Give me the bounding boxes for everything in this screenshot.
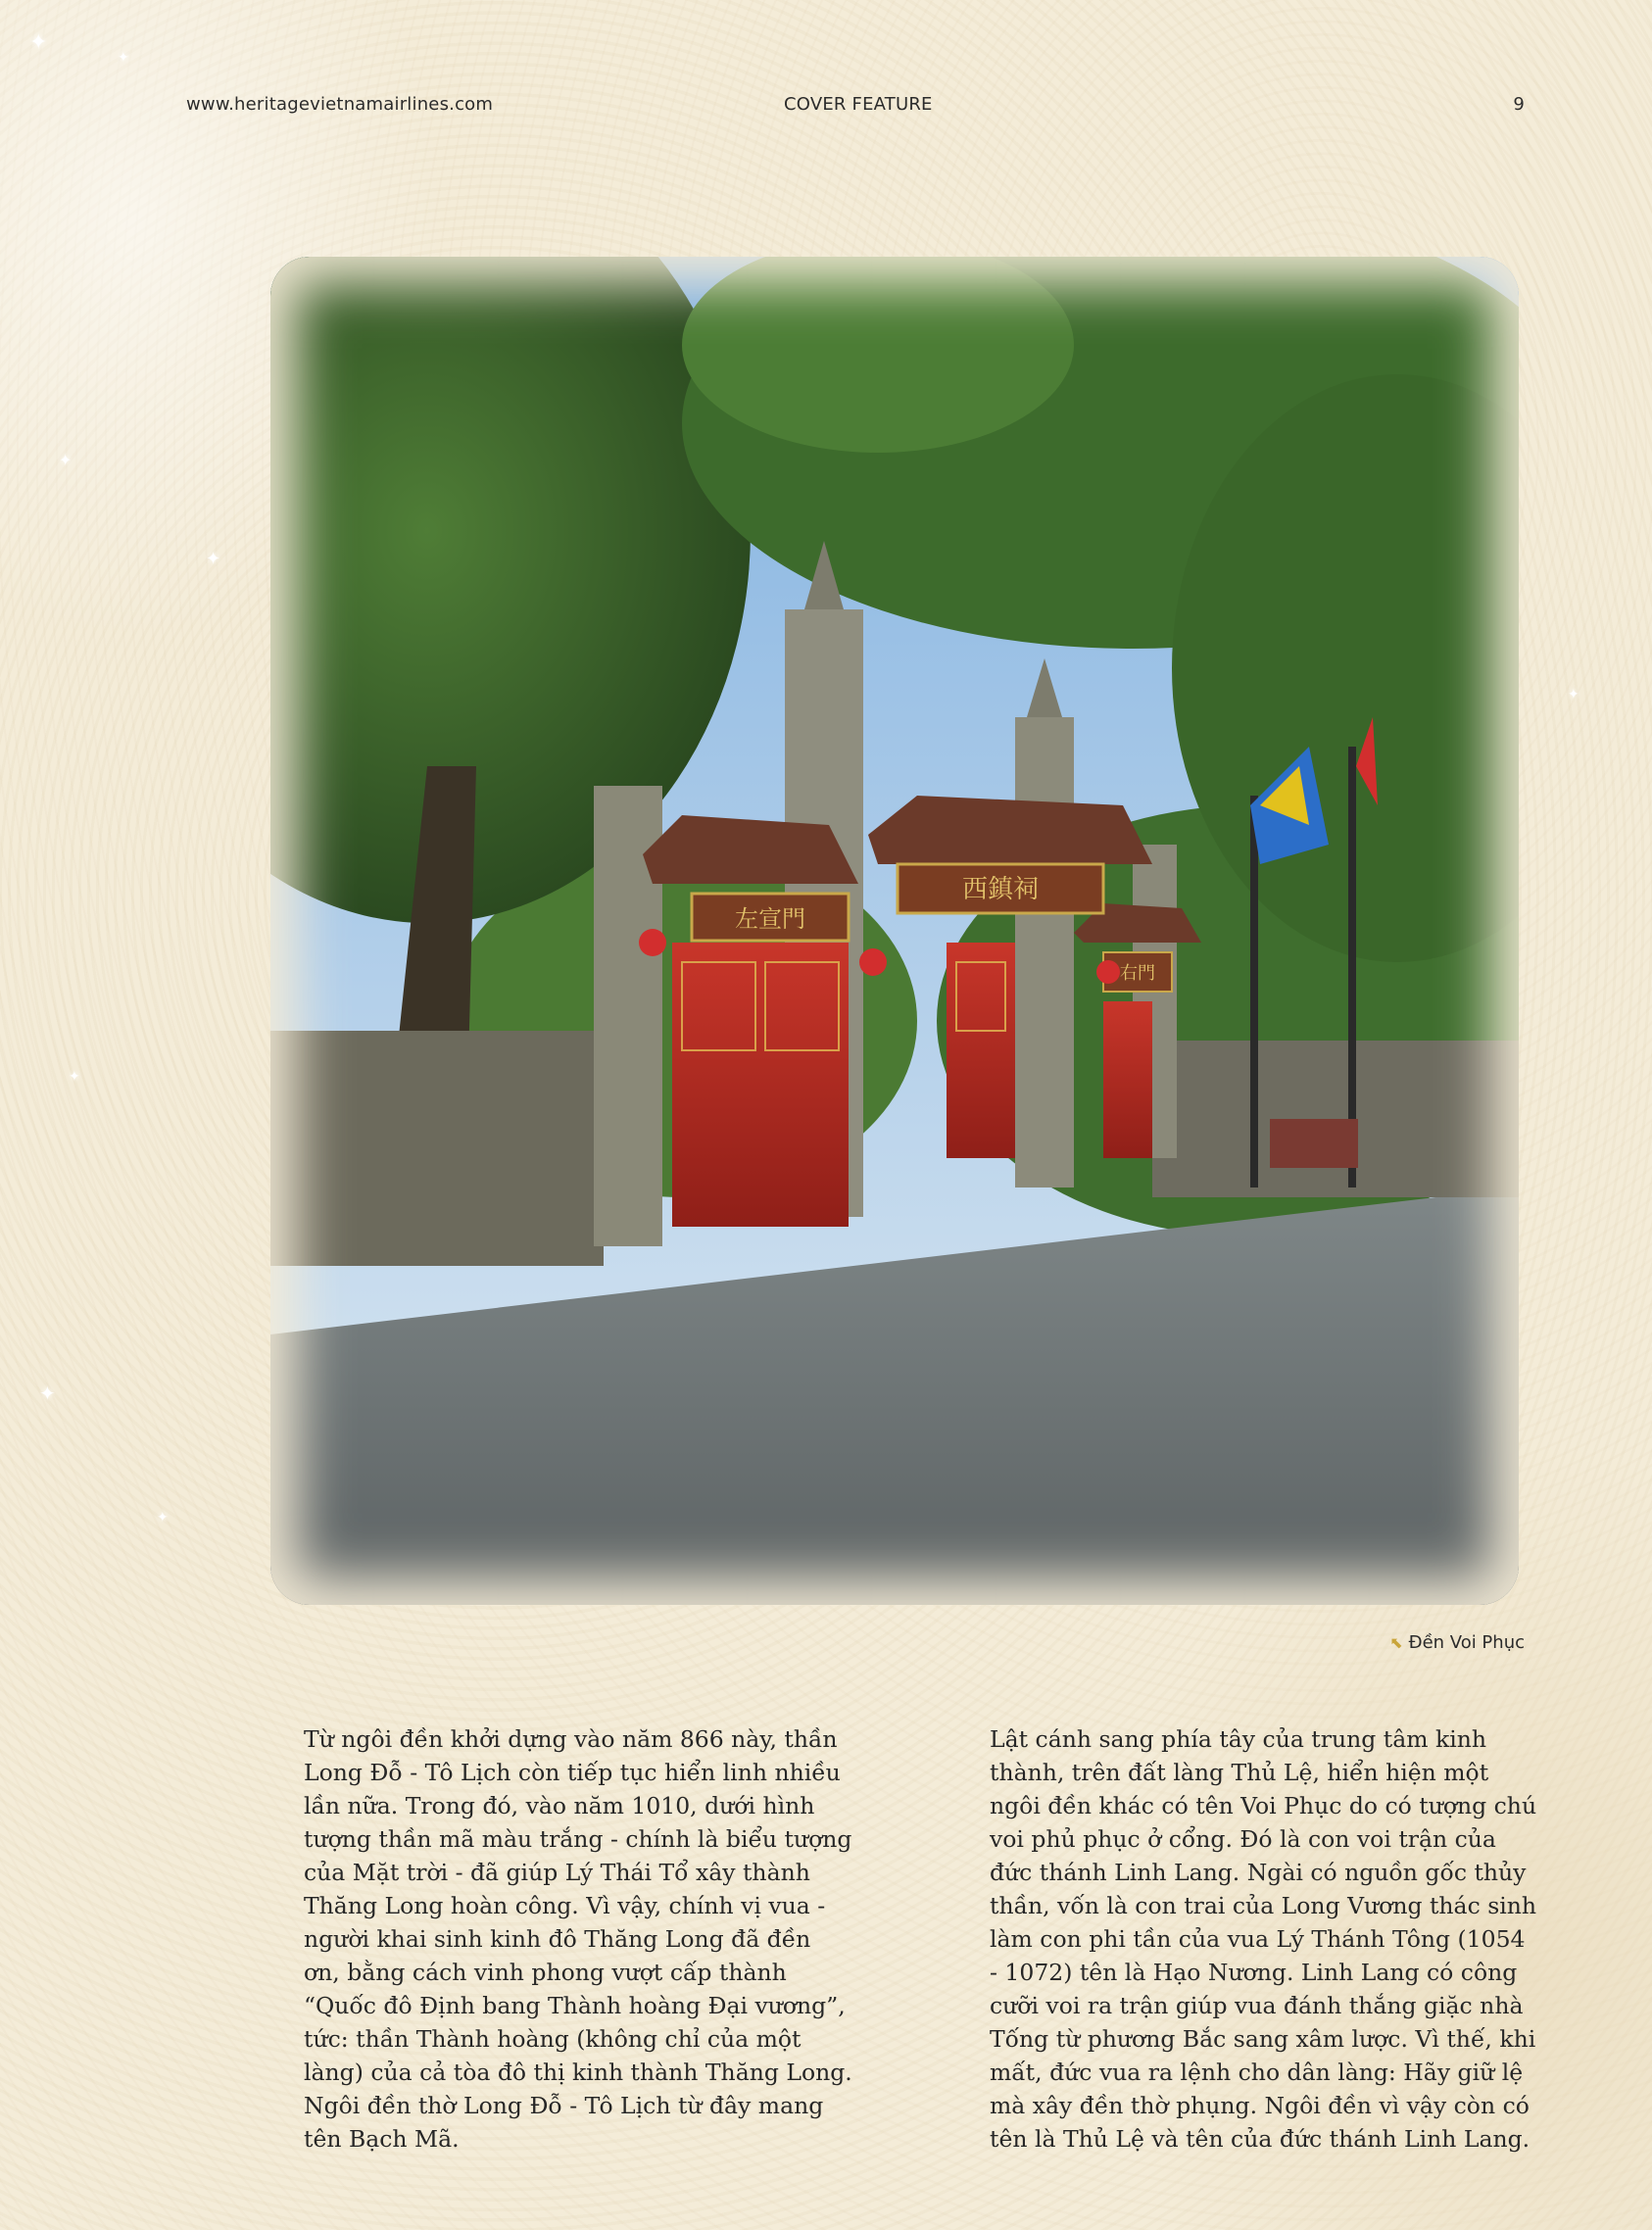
article-column-left [304, 1722, 852, 2156]
sparkle-icon: ✦ [1568, 686, 1579, 702]
section-title: COVER FEATURE [784, 94, 933, 115]
sparkle-icon: ✦ [59, 453, 73, 469]
arrow-up-left-icon: ⬉ [1389, 1633, 1403, 1652]
photo-caption [1389, 1632, 1525, 1653]
website-url[interactable]: www.heritagevietnamairlines.com [186, 94, 494, 115]
gate-sign-left: 左宣門 [735, 905, 805, 933]
sparkle-icon: ✦ [206, 549, 221, 568]
article-column-right [990, 1722, 1538, 2156]
sparkle-icon: ✦ [69, 1068, 80, 1084]
sparkle-icon: ✦ [29, 29, 48, 54]
gate-sign-right: 右門 [1120, 963, 1155, 984]
caption-text: Đền Voi Phục [1408, 1632, 1525, 1653]
sparkle-icon: ✦ [157, 1509, 169, 1525]
page-header [186, 94, 1525, 123]
gate-sign-center: 西鎮祠 [961, 875, 1040, 904]
article-paragraph: Lật cánh sang phía tây của trung tâm kinh thành, trên đất làng Thủ Lệ, hiển hiện một ngôi đền khác có tên Voi Phục do có tượng chú voi phủ phục ở cổng. Đó là con voi trận của đức thánh Linh Lang. Ngài có nguồn gốc thủy thần, vốn là con trai của Long Vương thác sinh làm con phi tần của vua Lý Thánh Tông (1054 - 1072) tên là Hạo Nương. Linh Lang có công cưỡi voi ra trận giúp vua đánh thắng giặc nhà Tống từ phương Bắc sang xâm lược. Vì thế, khi mất, đức vua ra lệnh cho dân làng: Hãy giữ lệ mà xây đền thờ phụng. Ngôi đền vì vậy còn có tên là Thủ Lệ và tên của đức thánh Linh Lang. [990, 1725, 1537, 2153]
temple-gate-photo [270, 257, 1519, 1605]
sparkle-icon: ✦ [39, 1383, 56, 1405]
article-paragraph: Từ ngôi đền khởi dựng vào năm 866 này, thần Long Đỗ - Tô Lịch còn tiếp tục hiển linh nhiều lần nữa. Trong đó, vào năm 1010, dưới hình tượng thần mã màu trắng - chính là biểu tượng của Mặt trời - đã giúp Lý Thái Tổ xây thành Thăng Long hoàn công. Vì vậy, chính vị vua - người khai sinh kinh đô Thăng Long đã đền ơn, bằng cách vinh phong vượt cấp thành “Quốc đô Định bang Thành hoàng Đại vương”, tức: thần Thành hoàng (không chỉ của một làng) của cả tòa đô thị kinh thành Thăng Long. Ngôi đền thờ Long Đỗ - Tô Lịch từ đây mang tên Bạch Mã. [304, 1725, 852, 2153]
page-number: 9 [1513, 94, 1525, 115]
sparkle-icon: ✦ [118, 49, 129, 65]
